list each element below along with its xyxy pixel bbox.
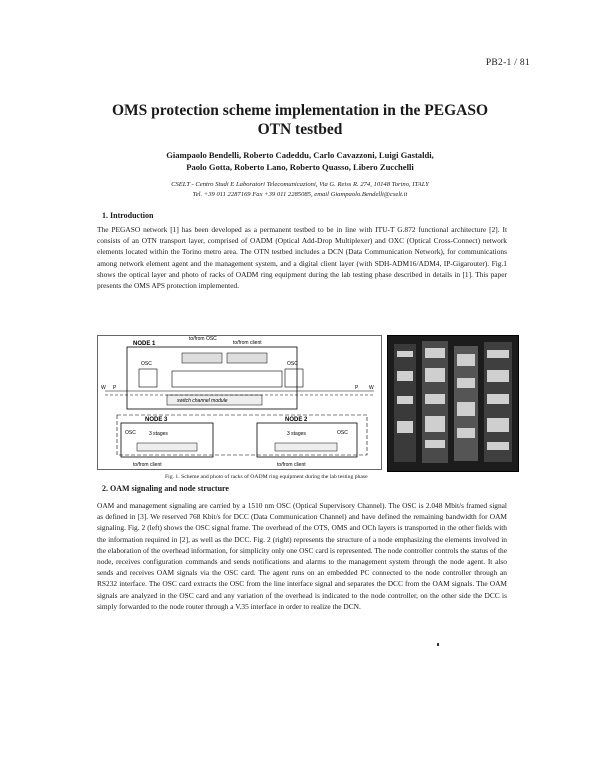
affiliation-line-1: CSELT - Centro Studi E Laboratori Telecomunicazioni, Via G. Reiss R. 274, 10148 Torino, ITALY <box>171 181 429 188</box>
authors-line-1: Giampaolo Bendelli, Roberto Cadeddu, Carlo Cavazzoni, Luigi Gastaldi, <box>166 150 434 160</box>
p-right-label: P <box>355 385 359 391</box>
osc-label-right: OSC <box>287 361 298 367</box>
w-right-label: W <box>369 385 374 391</box>
section-1-body: The PEGASO network [1] has been developed as a permanent testbed to be in line with ITU-T G.872 functional architecture [2]. It consists of an OTN transport layer, comprised of OADM (Optical Add-Drop Multiplexer) and OXC (Optical Cross-Connect) network elements located within the Torino metro area. The OTN testbed includes a DCN (Data Communication Network), for communications among network element agent and the management system, and a digital client layer (with SDH-ADM16/ADM4, IP-Gigarouter). Fig.1 shows the optical layer and photo of racks of OADM ring equipment during the lab testing phase described in details in [1]. This paper presents the OMS APS protection implemented. <box>97 225 507 291</box>
section-2-body: OAM and management signaling are carried by a 1510 nm OSC (Optical Supervisory Channel). The OSC is 2.048 Mbit/s framed signal as defined in [3]. We reserved 768 Kbit/s for DCC (Data Communication Channel) and have defined the remaining bandwidth for OAM signaling. Fig. 2 (left) shows the OSC signal frame. The overhead of the OTS, OMS and OCh layers is transported in the other fields with the information required in [2], as well as the DCC. Fig. 2 (right) represents the structure of a node emphasizing the elements involved in the elaboration of the overhead information, for simplicity only one OSC card is represented. The node controller controls the status of the node, receives configuration commands and sends notifications and alarms to the management system through the node agent. It also sends and receives OAM signals via the OSC card. The agent runs on an embedded PC connected to the node controller through an RS232 interface. The OSC card extracts the OSC from the line interface signal and separates the DCC from the OAM signals. The OAM signals are analyzed in the OSC card and any variation of the overhead is indicated to the node controller, on the other side the DCC is simply forwarded to the node router through a V.35 interface in order to realize the DCN. <box>97 501 507 611</box>
page-mark <box>437 643 439 646</box>
node-2-label: NODE 2 <box>285 417 308 423</box>
oadm-racks-photo <box>387 335 519 472</box>
node-3-label: NODE 3 <box>145 417 168 423</box>
w-left-label: W <box>101 385 106 391</box>
osc-label-node-3: OSC <box>125 430 136 436</box>
title-line-1: OMS protection scheme implementation in the PEGASO <box>112 102 488 119</box>
figure-1 <box>97 335 517 470</box>
osc-label-node-2: OSC <box>337 430 348 436</box>
three-stages-label-node-2: 3 stages <box>287 431 306 437</box>
title-line-2: OTN testbed <box>257 121 343 138</box>
page-code: PB2-1 / 81 <box>485 58 530 68</box>
to-from-osc-label: to/from OSC <box>189 336 217 342</box>
to-from-client-node-3: to/from client <box>133 462 162 468</box>
figure-1-caption: Fig. 1. Scheme and photo of racks of OADM ring equipment during the lab testing phase <box>165 474 368 480</box>
paper-title <box>90 101 510 139</box>
to-from-client-node-2: to/from client <box>277 462 306 468</box>
switch-channel-module-label: switch channel module <box>177 398 228 404</box>
osc-label-left: OSC <box>141 361 152 367</box>
p-left-label: P <box>113 385 117 391</box>
affiliation-line-2: Tel. +39 011 2287169 Fax +39 011 2285085, email Giampaolo.Bendelli@cselt.it <box>192 190 408 198</box>
authors <box>120 149 480 173</box>
to-from-client-top-label: to/from client <box>233 340 262 346</box>
oadm-ring-scheme <box>97 335 382 470</box>
node-1-label: NODE 1 <box>133 341 156 347</box>
section-2-heading: 2. OAM signaling and node structure <box>102 484 229 493</box>
affiliation <box>100 180 500 199</box>
three-stages-label-node-3: 3 stages <box>149 431 168 437</box>
section-1-heading: 1. Introduction <box>102 211 154 220</box>
authors-line-2: Paolo Gotta, Roberto Lano, Roberto Quasso, Libero Zucchelli <box>186 162 414 172</box>
